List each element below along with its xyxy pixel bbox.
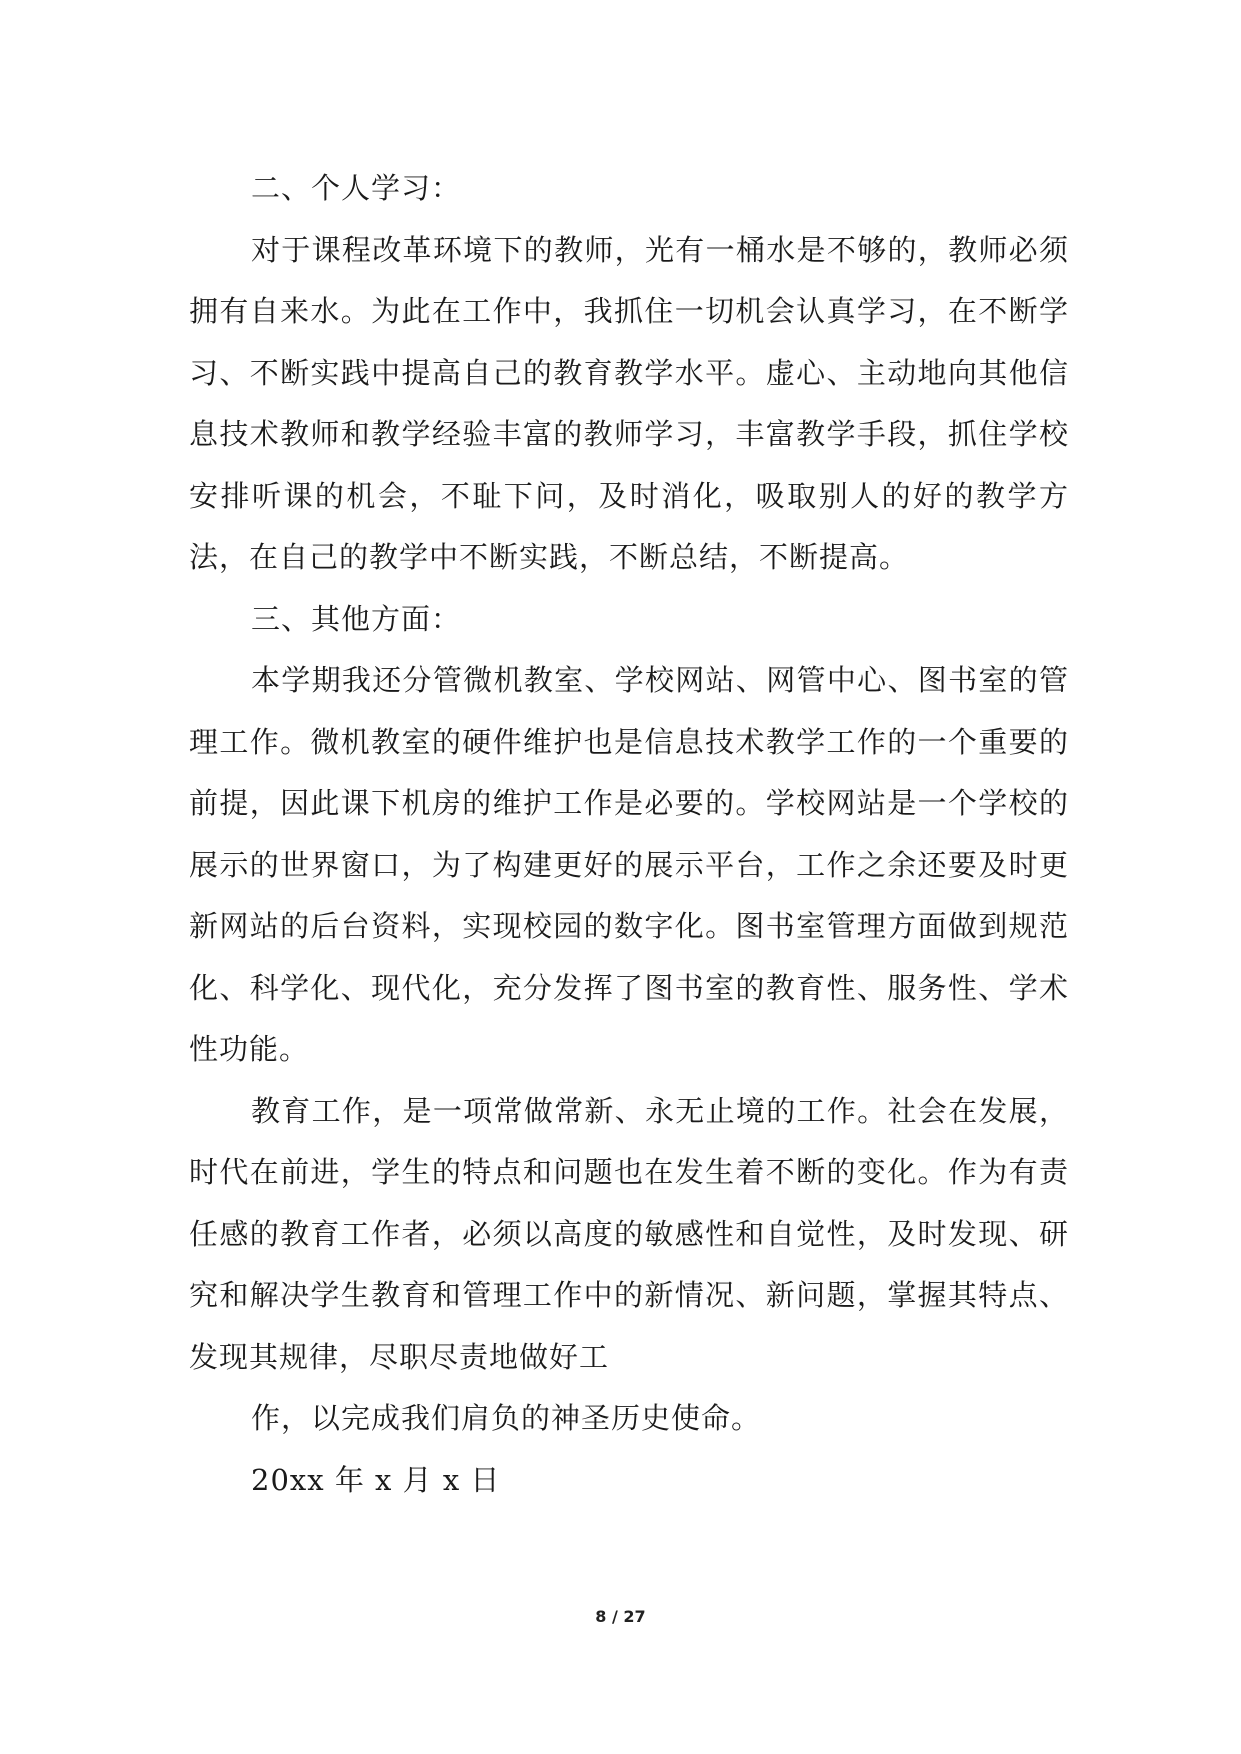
- section-heading-personal-study: 二、个人学习：: [251, 171, 462, 205]
- paragraph-education-work: 教育工作，是一项常做常新、永无止境的工作。社会在发展，时代在前进，学生的特点和问题也在发生着不断的变化。作为有责任感的教育工作者，必须以高度的敏感性和自觉性，及时发现、研究和解决学生教育和管理工作中的新情况、新问题，掌握其特点、发现其规律，尽职尽责地做好工: [189, 1093, 1069, 1374]
- paragraph-mission: 作，以完成我们肩负的神圣历史使命。: [251, 1401, 762, 1435]
- document-body: [189, 158, 1069, 1511]
- paragraph-other-aspects: 本学期我还分管微机教室、学校网站、网管中心、图书室的管理工作。微机教室的硬件维护也是信息技术教学工作的一个重要的前提，因此课下机房的维护工作是必要的。学校网站是一个学校的展示的世界窗口，为了构建更好的展示平台，工作之余还要及时更新网站的后台资料，实现校园的数字化。图书室管理方面做到规范化、科学化、现代化，充分发挥了图书室的教育性、服务性、学术性功能。: [189, 663, 1069, 1066]
- date-line: 20xx 年 x 月 x 日: [251, 1462, 501, 1497]
- paragraph-personal-study: 对于课程改革环境下的教师，光有一桶水是不够的，教师必须拥有自来水。为此在工作中，我抓住一切机会认真学习，在不断学习、不断实践中提高自己的教育教学水平。虚心、主动地向其他信息技术教师和教学经验丰富的教师学习，丰富教学手段，抓住学校安排听课的机会，不耻下问，及时消化，吸取别人的好的教学方法，在自己的教学中不断实践，不断总结，不断提高。: [189, 232, 1069, 574]
- page-number: 8 / 27: [595, 1607, 646, 1626]
- section-heading-other-aspects: 三、其他方面：: [251, 601, 462, 636]
